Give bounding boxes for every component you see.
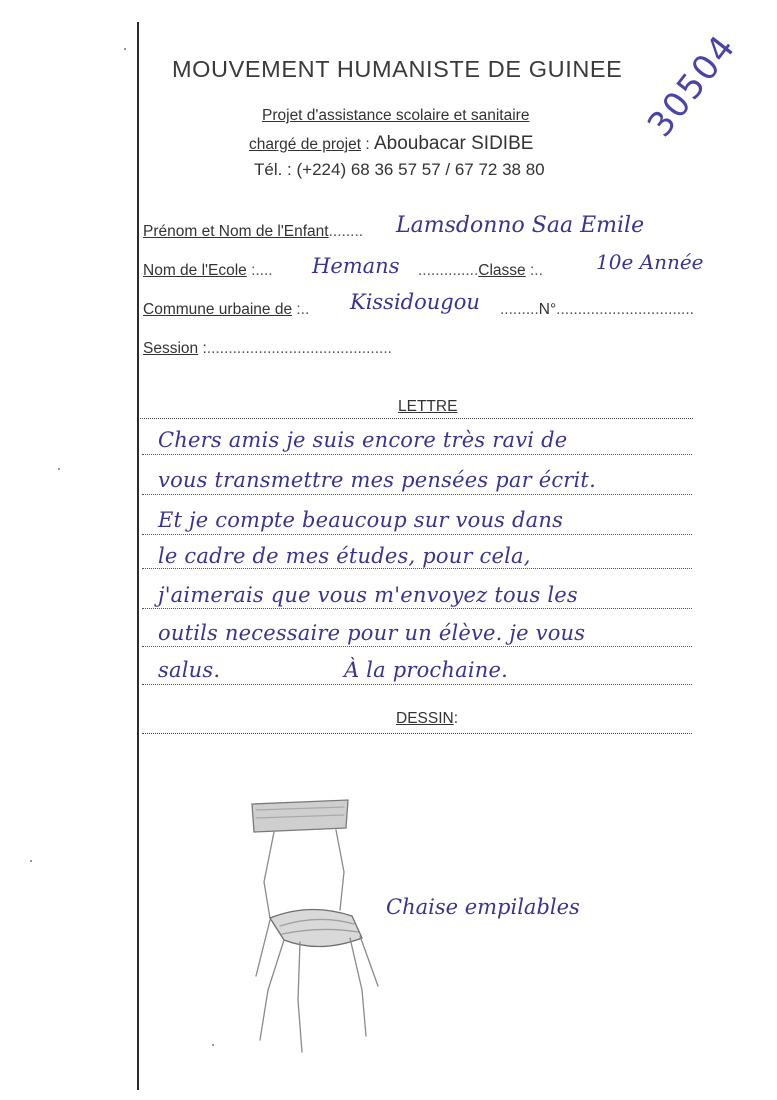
child-name-label: Prénom et Nom de l'Enfant — [143, 223, 329, 240]
project-manager-separator: : — [361, 136, 374, 153]
school-dots: .............. — [418, 262, 479, 279]
child-name-value: Lamsdonno Saa Emile — [396, 213, 645, 238]
child-name-dots: ........ — [328, 223, 364, 240]
file-number-stamp: 30504 — [640, 26, 745, 145]
commune-dots: ......... — [500, 301, 539, 318]
number-field — [500, 301, 694, 319]
letter-line-7: salus. À la prochaine. — [158, 658, 508, 682]
letter-rule — [142, 684, 692, 685]
scan-speck — [58, 468, 60, 470]
drawing-heading-suffix: : — [453, 710, 459, 727]
school-label: Nom de l'Ecole — [143, 262, 247, 279]
commune-label: Commune urbaine de — [143, 301, 293, 318]
stackable-chair-drawing — [240, 790, 380, 1060]
letter-rule — [142, 454, 692, 455]
session-dots: ........................................... — [206, 340, 392, 357]
commune-field — [143, 301, 309, 319]
child-name-field — [143, 223, 363, 241]
drawing-caption: Chaise empilables — [386, 895, 580, 919]
letter-line-1: Chers amis je suis encore très ravi de — [158, 428, 568, 452]
class-field — [418, 262, 543, 280]
number-dots: ................................ — [556, 301, 694, 318]
project-name: Projet d'assistance scolaire et sanitaire — [262, 107, 530, 124]
letter-line-2: vous transmettre mes pensées par écrit. — [158, 468, 596, 492]
letter-heading: LETTRE — [398, 398, 458, 415]
project-manager-name: Aboubacar SIDIBE — [373, 133, 534, 154]
session-separator: : — [198, 340, 207, 357]
session-label: Session — [143, 340, 199, 357]
class-value: 10e Année — [596, 250, 704, 274]
letter-line-6: outils necessaire pour un élève. je vous — [158, 621, 586, 645]
letter-line-3: Et je compte beaucoup sur vous dans — [158, 508, 564, 532]
class-label: Classe — [478, 262, 526, 279]
project-manager-label: chargé de projet — [249, 136, 362, 153]
letter-rule — [142, 568, 692, 569]
class-separator: :.. — [525, 262, 543, 279]
organization-title: MOUVEMENT HUMANISTE DE GUINEE — [172, 56, 623, 82]
letter-line-5: j'aimerais que vous m'envoyez tous les — [158, 583, 578, 607]
letter-rule — [142, 494, 692, 495]
school-separator: :.... — [246, 262, 273, 279]
page-margin-line — [137, 22, 139, 1090]
scan-speck — [30, 860, 32, 862]
session-field — [143, 340, 392, 358]
scan-speck — [212, 1044, 214, 1046]
letter-line-4: le cadre de mes études, pour cela, — [158, 544, 531, 568]
project-manager-line — [249, 133, 533, 155]
school-field — [143, 262, 273, 280]
drawing-heading — [396, 710, 458, 728]
commune-value: Kissidougou — [350, 290, 480, 314]
number-label: N° — [538, 301, 557, 318]
drawing-heading-label: DESSIN — [396, 710, 454, 727]
commune-separator: :.. — [292, 301, 310, 318]
phone-line: Tél. : (+224) 68 36 57 57 / 67 72 38 80 — [254, 160, 545, 179]
letter-rule — [142, 534, 692, 535]
school-value: Hemans — [312, 254, 400, 278]
scan-speck — [124, 48, 126, 50]
letter-rule — [142, 646, 692, 647]
letter-rule — [142, 608, 692, 609]
drawing-rule — [142, 733, 692, 734]
